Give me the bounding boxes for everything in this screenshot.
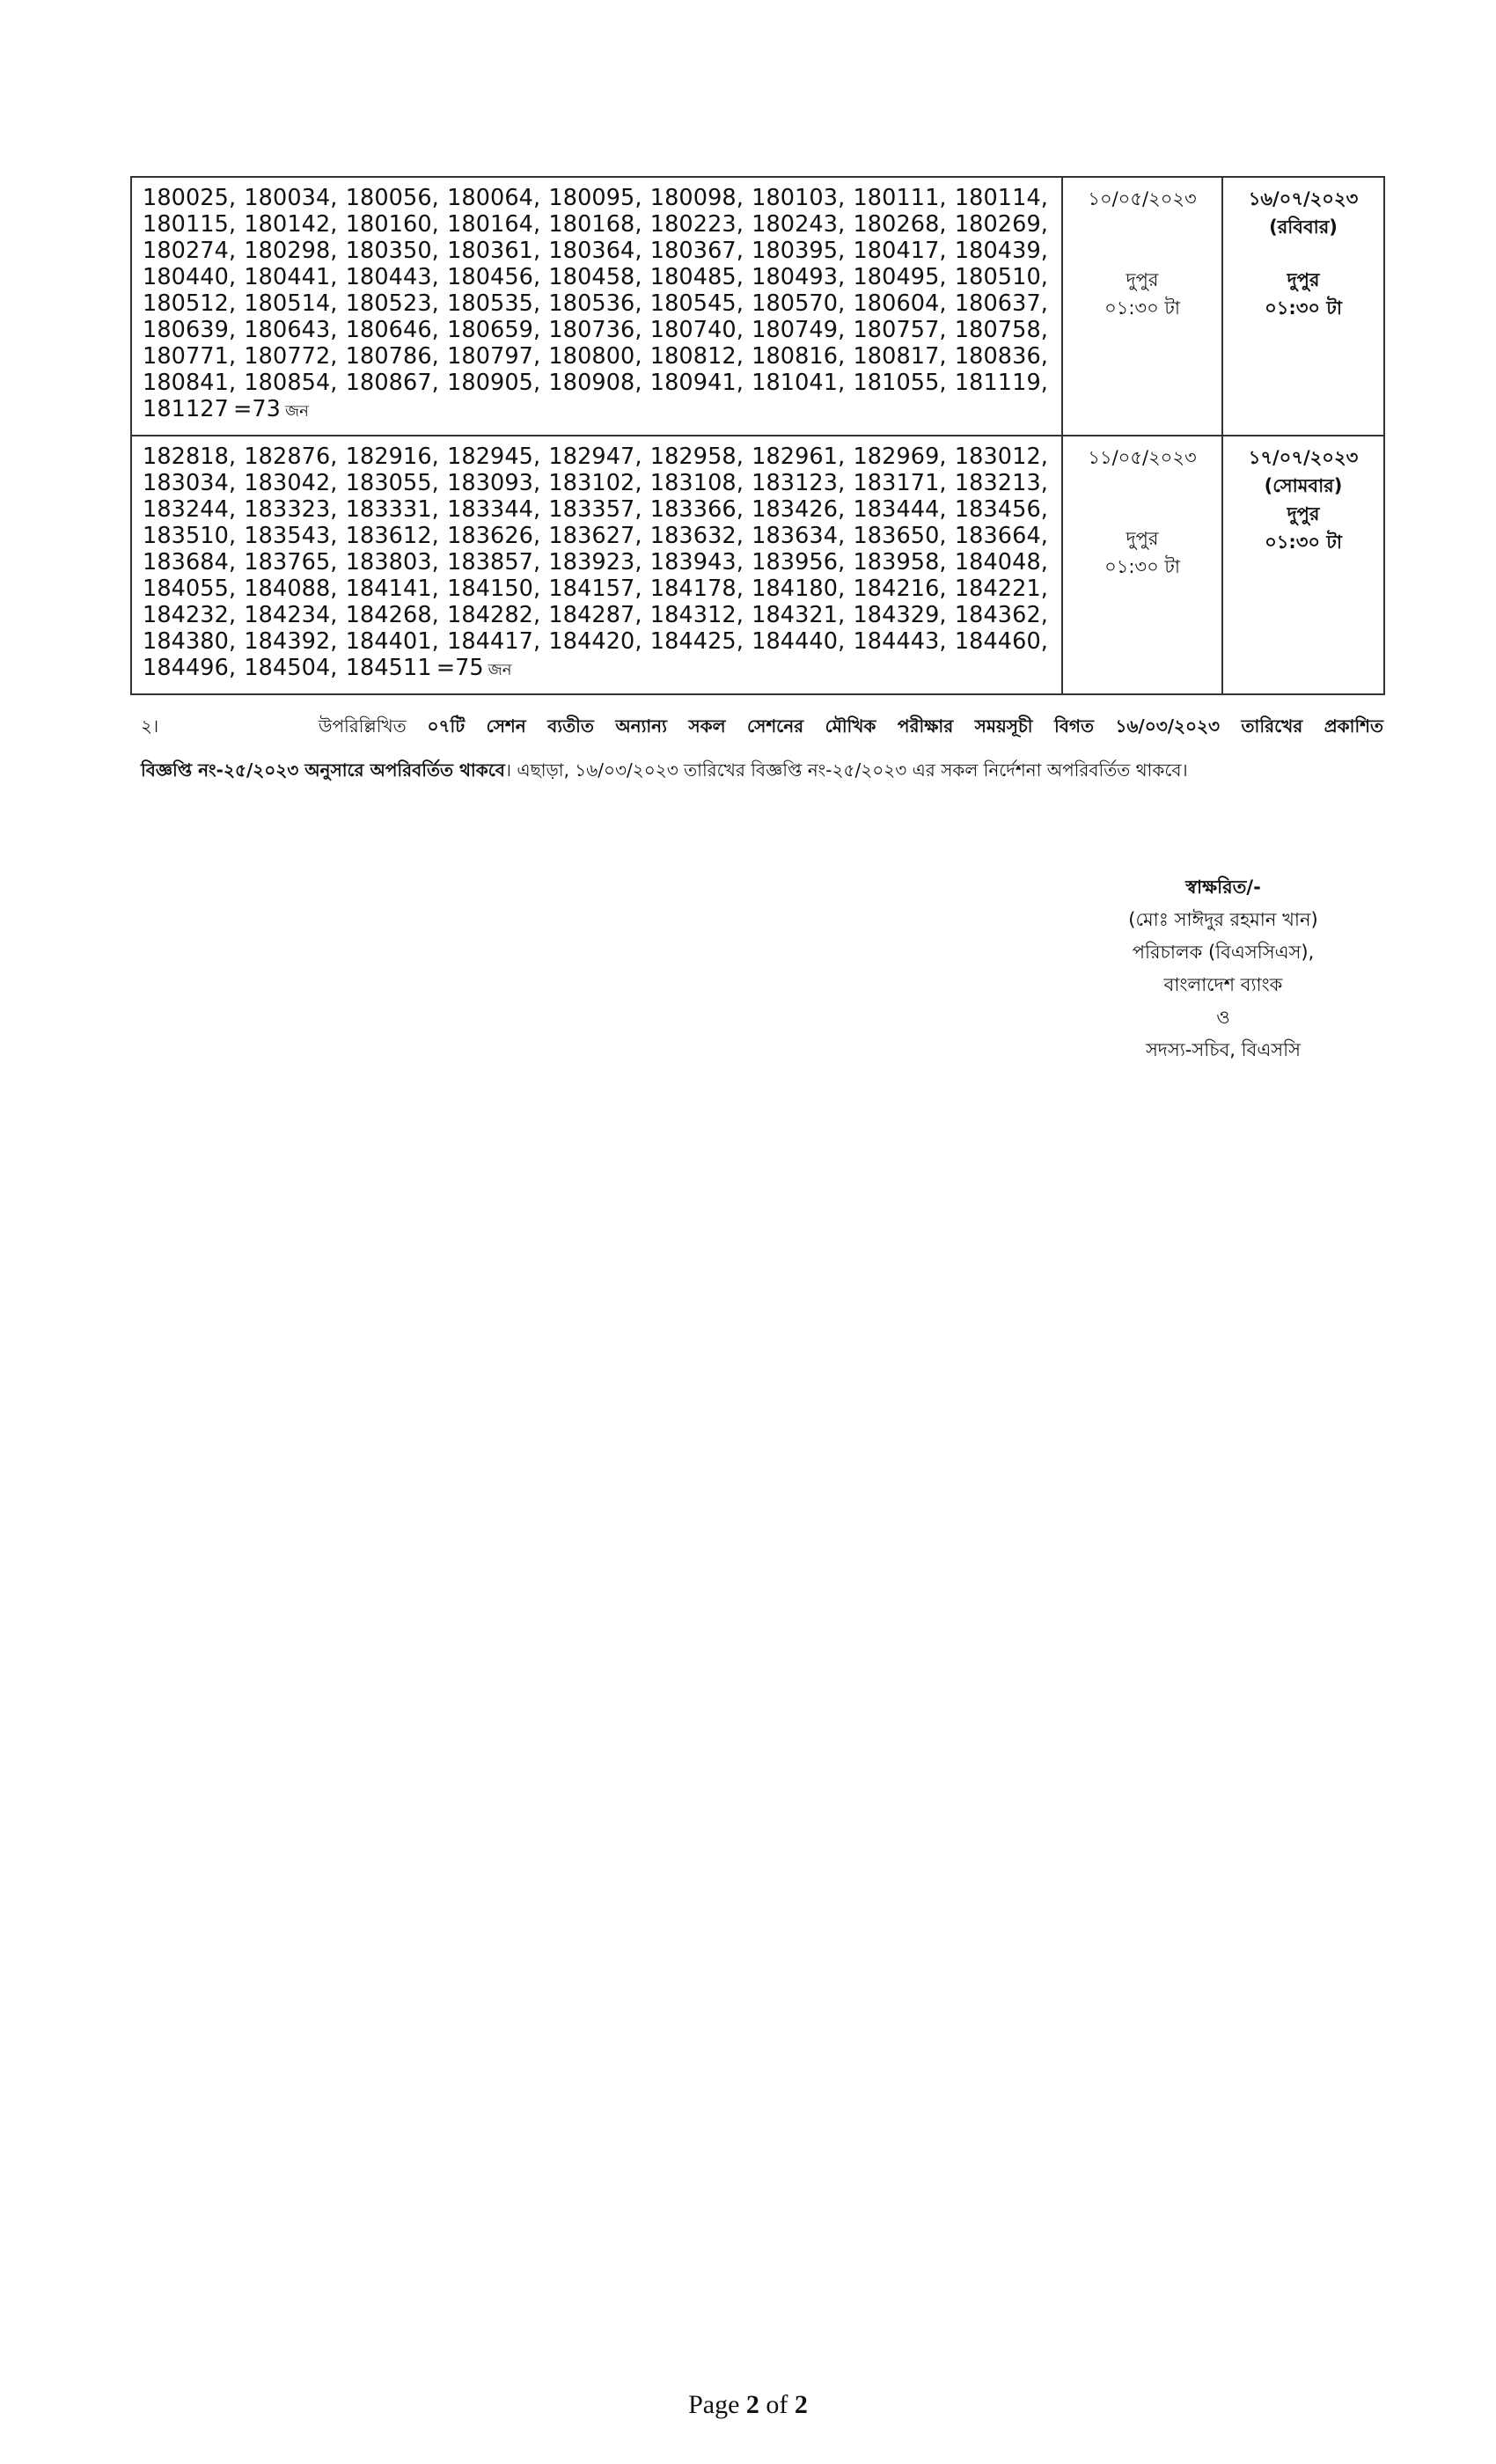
new-date: ১৬/০৭/২০২৩	[1248, 188, 1359, 209]
candidate-count: =75	[436, 655, 484, 681]
page-total: 2	[794, 2390, 808, 2419]
previous-time-label: দুপুর	[1126, 269, 1159, 290]
signatory-org: বাংলাদেশ ব্যাংক	[1163, 974, 1283, 995]
page-number: 2	[745, 2390, 759, 2419]
new-day: (সোমবার)	[1264, 475, 1343, 496]
notice-paragraph-line-2	[141, 748, 1383, 792]
previous-schedule-cell	[1062, 177, 1222, 436]
roll-numbers-cell	[131, 436, 1062, 694]
new-time-label: দুপুর	[1287, 503, 1320, 524]
signatory-conjunction: ও	[1216, 1007, 1230, 1028]
previous-time: ০১:৩০ টা	[1104, 297, 1180, 319]
paragraph-text-b: । এছাড়া, ১৬/০৩/২০২৩ তারিখের বিজ্ঞপ্তি নং-২৫/২০২৩ এর সকল নির্দেশনা অপরিবর্তিত থাকবে।	[504, 759, 1188, 781]
roll-numbers: 180025, 180034, 180056, 180064, 180095, 180098, 180103, 180111, 180114, 180115, 180142, 180160, 180164, 180168, 180223, 180243, 180268, 180269, 180274, 180298, 180350, 180361, 180364, 180367, 180395, 180417, 180439, 180440, 180441, 180443, 180456, 180458, 180485, 180493, 180495, 180510, 180512, 180514, 180523, 180535, 180536, 180545, 180570, 180604, 180637, 180639, 180643, 180646, 180659, 180736, 180740, 180749, 180757, 180758, 180771, 180772, 180786, 180797, 180800, 180812, 180816, 180817, 180836, 180841, 180854, 180867, 180905, 180908, 180941, 181041, 181055, 181119, 181127	[143, 185, 1048, 422]
candidate-count-unit: জন	[488, 661, 512, 679]
table-row	[131, 177, 1384, 436]
notice-paragraph-line-1	[141, 704, 1383, 748]
signatory-name: (মোঃ সাঈদুর রহমান খান)	[1128, 909, 1318, 930]
roll-numbers-cell	[131, 177, 1062, 436]
paragraph-bold-b: বিজ্ঞপ্তি নং-২৫/২০২৩ অনুসারে অপরিবর্তিত থাকবে	[141, 759, 505, 781]
new-time: ০১:৩০ টা	[1265, 532, 1342, 553]
new-time: ০১:৩০ টা	[1265, 297, 1342, 319]
previous-schedule-cell	[1062, 436, 1222, 694]
new-time-label: দুপুর	[1287, 269, 1320, 290]
paragraph-number: ২।	[141, 715, 159, 737]
paragraph-bold-a: ০৭টি সেশন ব্যতীত অন্যান্য সকল সেশনের মৌখিক পরীক্ষার সময়সূচী বিগত ১৬/০৩/২০২৩ তারিখের প্রকাশিত	[427, 715, 1384, 737]
page-of: of	[766, 2390, 788, 2419]
table-row	[131, 436, 1384, 694]
previous-time-label: দুপুর	[1126, 528, 1159, 549]
page-footer	[0, 2390, 1496, 2420]
roll-numbers: 182818, 182876, 182916, 182945, 182947, 182958, 182961, 182969, 183012, 183034, 183042, 183055, 183093, 183102, 183108, 183123, 183171, 183213, 183244, 183323, 183331, 183344, 183357, 183366, 183426, 183444, 183456, 183510, 183543, 183612, 183626, 183627, 183632, 183634, 183650, 183664, 183684, 183765, 183803, 183857, 183923, 183943, 183956, 183958, 184048, 184055, 184088, 184141, 184150, 184157, 184178, 184180, 184216, 184221, 184232, 184234, 184268, 184282, 184287, 184312, 184321, 184329, 184362, 184380, 184392, 184401, 184417, 184420, 184425, 184440, 184443, 184460, 184496, 184504, 184511	[143, 444, 1048, 681]
schedule-table	[130, 176, 1385, 695]
previous-date: ১১/০৫/২০২৩	[1088, 447, 1197, 468]
previous-date: ১০/০৫/২০২৩	[1088, 188, 1197, 209]
candidate-count: =73	[233, 396, 281, 422]
new-day: (রবিবার)	[1269, 216, 1338, 238]
new-date: ১৭/০৭/২০২৩	[1248, 447, 1359, 468]
signed-label: স্বাক্ষরিত/-	[1185, 876, 1261, 898]
signatory-role: সদস্য-সচিব, বিএসসি	[1145, 1039, 1302, 1060]
paragraph-text-a: উপরিল্লিখিত	[318, 715, 407, 737]
candidate-count-unit: জন	[284, 402, 309, 421]
new-schedule-cell	[1222, 436, 1384, 694]
page-prefix: Page	[688, 2390, 740, 2419]
previous-time: ০১:৩০ টা	[1104, 556, 1180, 577]
signature-block	[1091, 871, 1355, 1067]
signatory-title: পরিচালক (বিএসসিএস),	[1132, 942, 1315, 963]
new-schedule-cell	[1222, 177, 1384, 436]
